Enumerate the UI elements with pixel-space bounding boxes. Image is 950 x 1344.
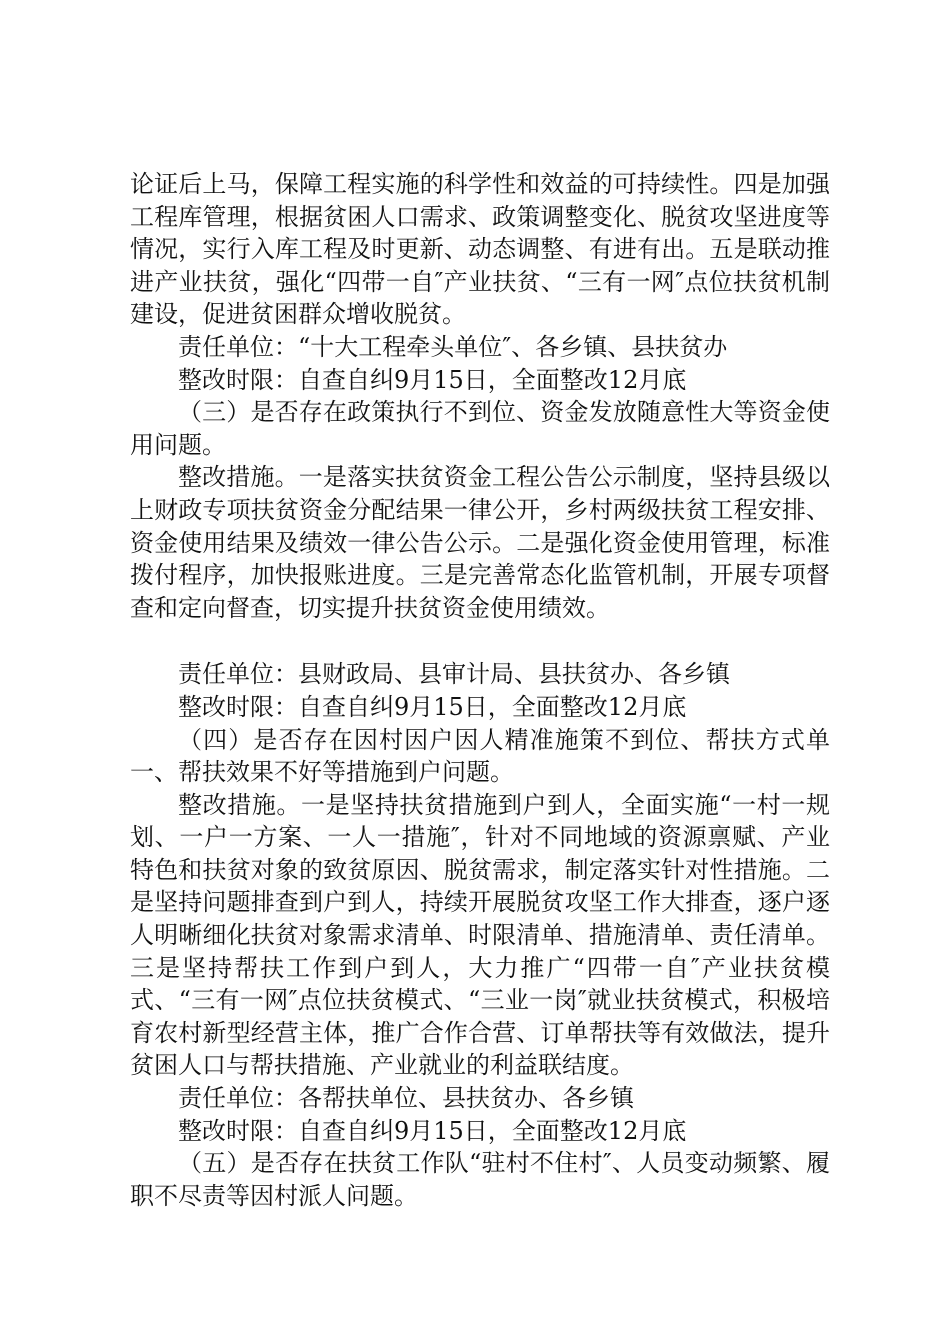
responsible-unit-line: 责任单位：各帮扶单位、县扶贫办、各乡镇 [178, 1084, 634, 1113]
deadline-line: 整改时限：自查自纠9月15日，全面整改12月底 [178, 365, 687, 394]
responsible-unit-line: 责任单位：“十大工程牵头单位″、各乡镇、县扶贫办 [178, 332, 728, 361]
document-body [130, 168, 830, 1212]
section-heading-3: （三）是否存在政策执行不到位、资金发放随意性大等资金使用问题。 [130, 398, 830, 459]
deadline-line: 整改时限：自查自纠9月15日，全面整改12月底 [178, 1116, 687, 1145]
rectification-measures: 整改措施。一是坚持扶贫措施到户到人，全面实施“一村一规划、一户一方案、一人一措施″，针对不同地域的资源禀赋、产业特色和扶贫对象的致贫原因、脱贫需求，制定落实针对性措施。二是坚持问题排查到户到人，持续开展脱贫攻坚工作大排查，逐户逐人明晰细化扶贫对象需求清单、时限清单、措施清单、责任清单。三是坚持帮扶工作到户到人，大力推广“四带一自″产业扶贫模式、“三有一网″点位扶贫模式、“三业一岗″就业扶贫模式，积极培育农村新型经营主体，推广合作合营、订单帮扶等有效做法，提升贫困人口与帮扶措施、产业就业的利益联结度。 [130, 790, 830, 1080]
rectification-measures: 整改措施。一是落实扶贫资金工程公告公示制度，坚持县级以上财政专项扶贫资金分配结果一律公开，乡村两级扶贫工程安排、资金使用结果及绩效一律公告公示。二是强化资金使用管理，标准拨付程序，加快报账进度。三是完善常态化监管机制，开展专项督查和定向督查，切实提升扶贫资金使用绩效。 [130, 463, 830, 622]
paragraph-continuation: 论证后上马，保障工程实施的科学性和效益的可持续性。四是加强工程库管理，根据贫困人口需求、政策调整变化、脱贫攻坚进度等情况，实行入库工程及时更新、动态调整、有进有出。五是联动推进产业扶贫，强化“四带一自″产业扶贫、“三有一网″点位扶贫机制建设，促进贫困群众增收脱贫。 [130, 170, 830, 329]
responsible-unit-line: 责任单位：县财政局、县审计局、县扶贫办、各乡镇 [178, 660, 730, 689]
section-heading-5: （五）是否存在扶贫工作队“驻村不住村″、人员变动频繁、履职不尽责等因村派人问题。 [130, 1149, 830, 1210]
deadline-line: 整改时限：自查自纠9月15日，全面整改12月底 [178, 692, 687, 721]
section-heading-4: （四）是否存在因村因户因人精准施策不到位、帮扶方式单一、帮扶效果不好等措施到户问题。 [130, 725, 830, 787]
